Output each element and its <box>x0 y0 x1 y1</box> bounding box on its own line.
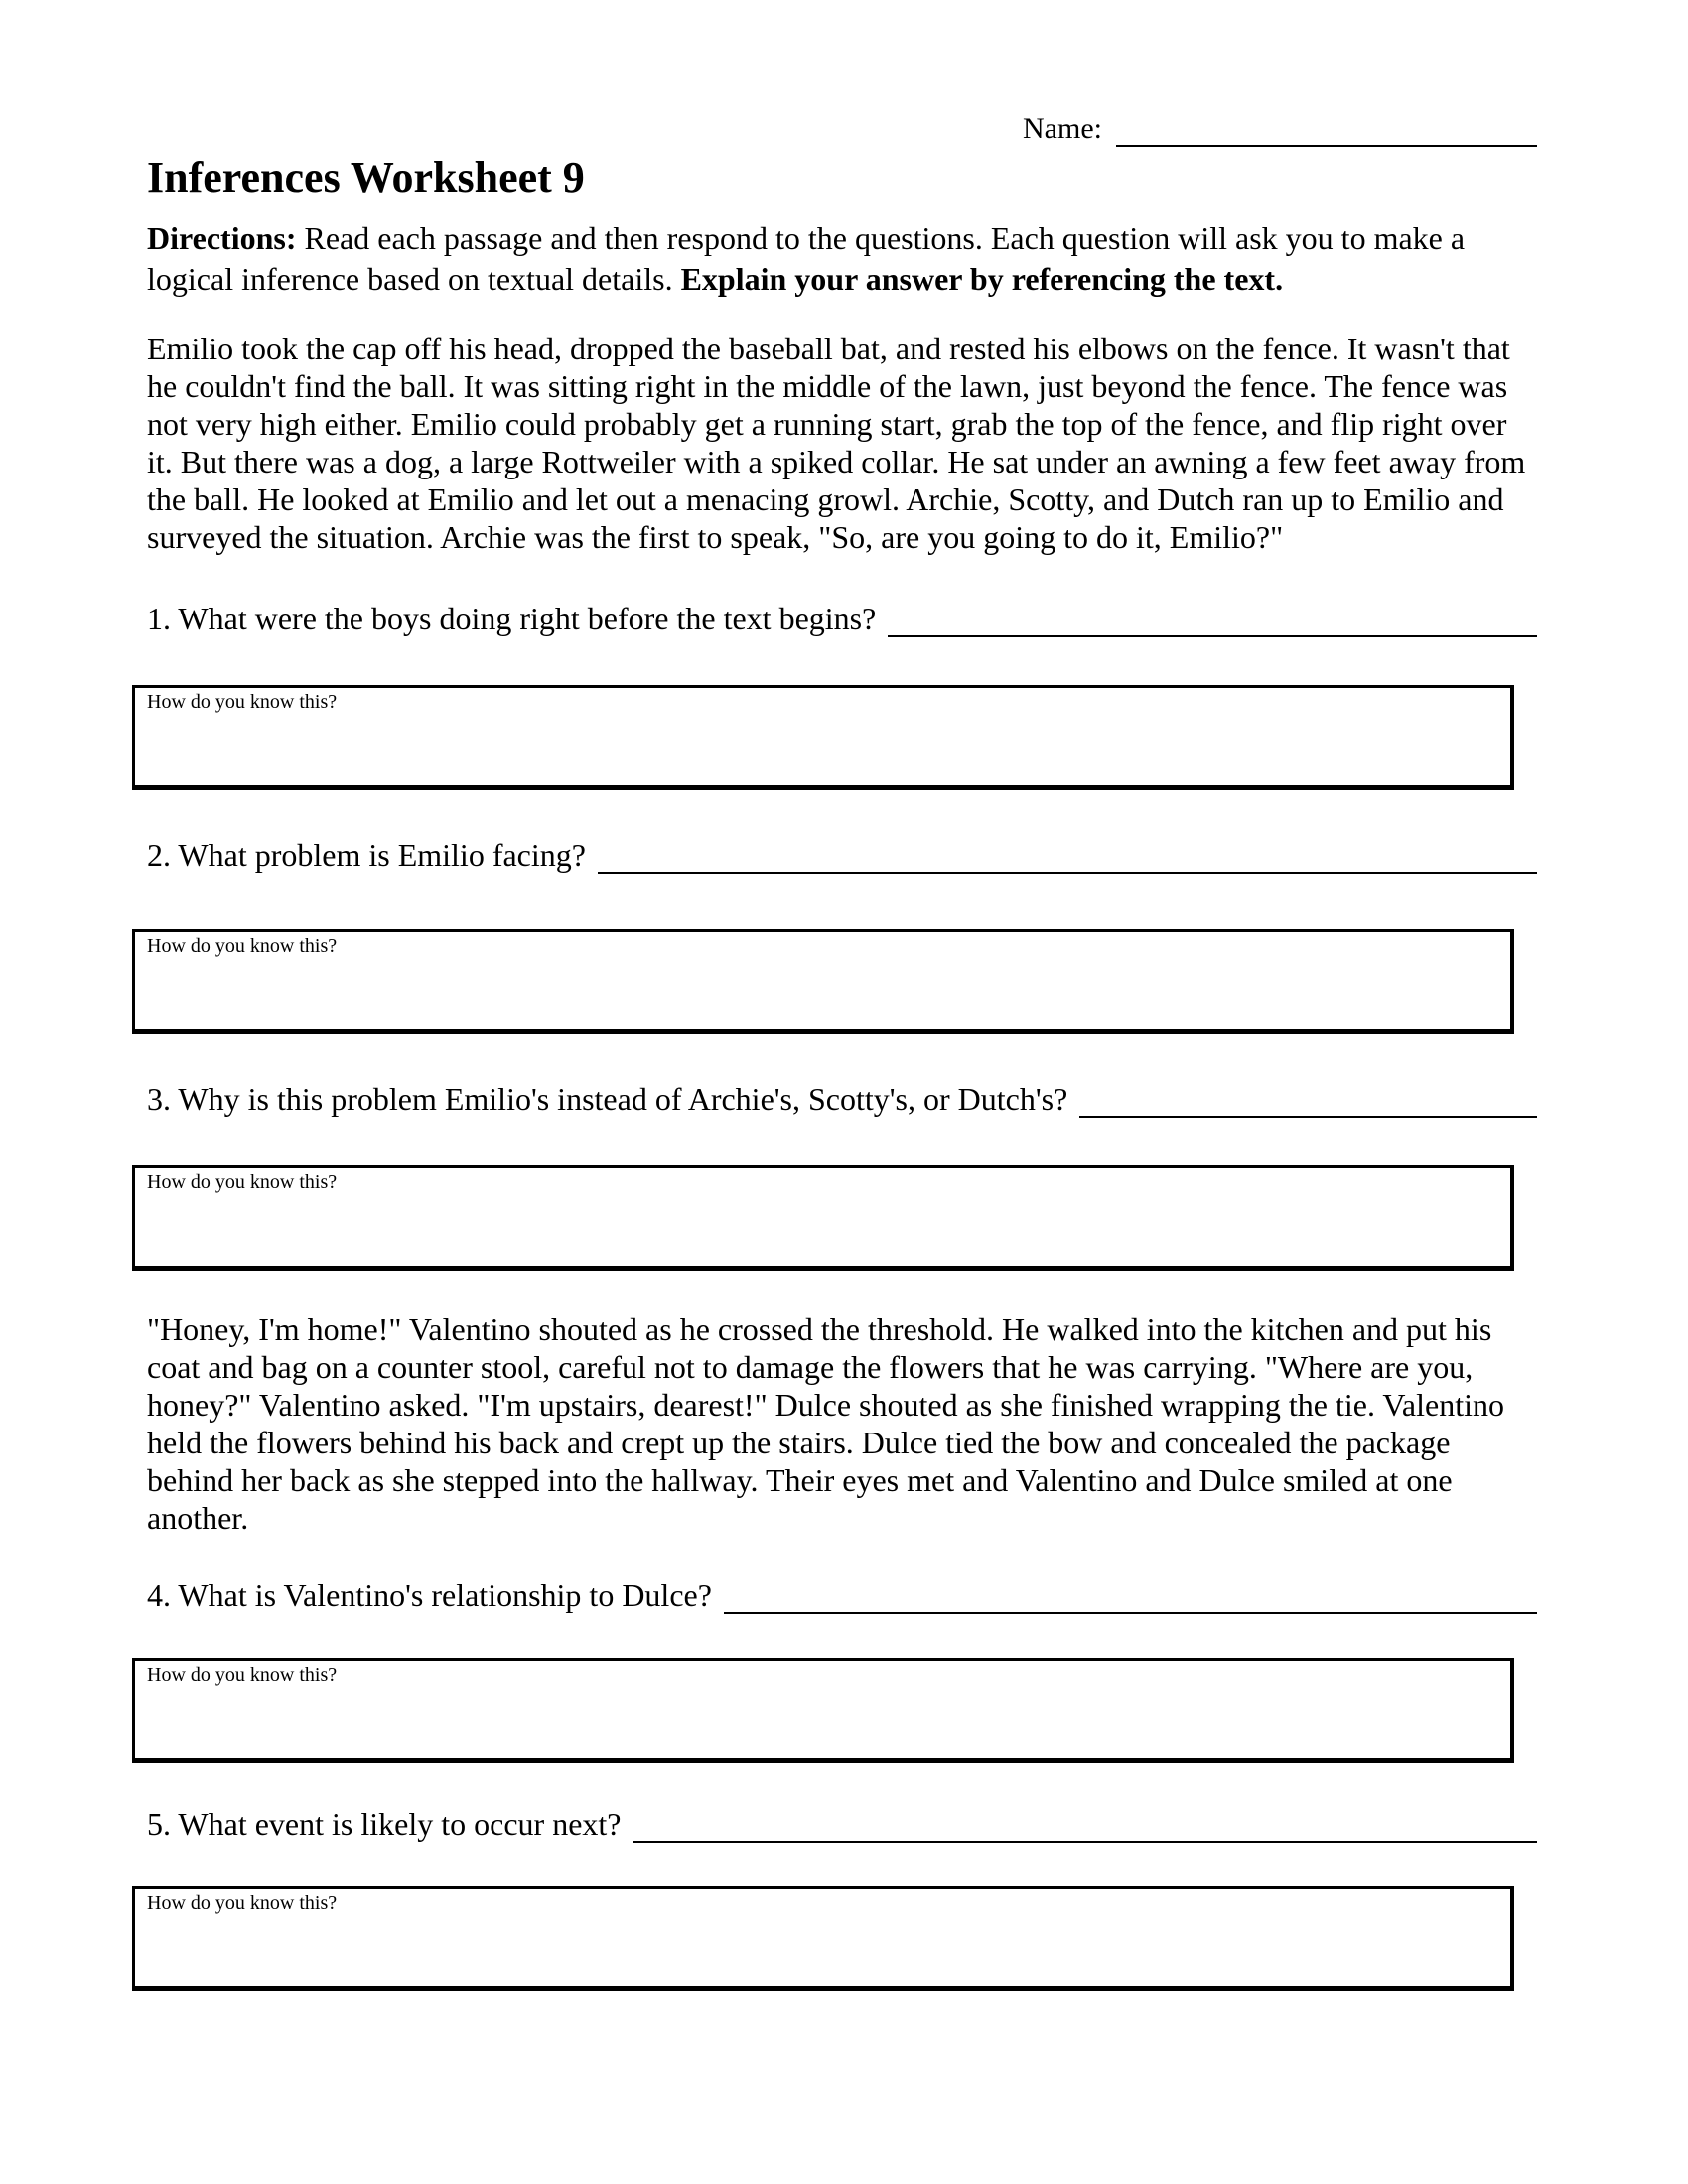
answer-box-1-label: How do you know this? <box>147 691 338 713</box>
answer-box-1 <box>132 685 1514 790</box>
passage-2: "Honey, I'm home!" Valentino shouted as he crossed the threshold. He walked into the kitchen and put his coat and bag on a counter stool, careful not to damage the flowers that he was carrying. "Where are you, honey?" Valentino asked. "I'm upstairs, dearest!" Dulce shouted as she finished wrapping the tie. Valentino held the flowers behind his back and crept up the stairs. Dulce tied the bow and concealed the package behind her back as she stepped into the hallway. Their eyes met and Valentino and Dulce smiled at one another. <box>147 1311 1504 1536</box>
answer-line-5 <box>633 1841 1537 1843</box>
answer-line-2 <box>598 872 1537 874</box>
answer-line-3 <box>1079 1116 1537 1118</box>
question-2-text: 2. What problem is Emilio facing? <box>147 837 586 873</box>
question-1-text: 1. What were the boys doing right before the text begins? <box>147 601 877 636</box>
directions <box>147 218 1537 300</box>
question-5-text: 5. What event is likely to occur next? <box>147 1806 622 1842</box>
answer-box-5 <box>132 1886 1514 1991</box>
name-label: Name: <box>1023 112 1102 145</box>
answer-box-2 <box>132 929 1514 1034</box>
question-3 <box>147 1080 1537 1118</box>
answer-box-4 <box>132 1658 1514 1763</box>
directions-label: Directions: <box>147 220 297 256</box>
question-4-text: 4. What is Valentino's relationship to Dulce? <box>147 1577 712 1613</box>
directions-emphasis: Explain your answer by referencing the text. <box>680 261 1284 297</box>
name-field-row <box>1023 0 1537 147</box>
answer-box-4-label: How do you know this? <box>147 1664 338 1686</box>
answer-line-4 <box>724 1612 1537 1614</box>
question-3-text: 3. Why is this problem Emilio's instead of Archie's, Scotty's, or Dutch's? <box>147 1081 1068 1117</box>
question-1 <box>147 600 1537 637</box>
question-4 <box>147 1576 1537 1614</box>
question-5 <box>147 1805 1537 1843</box>
page-title: Inferences Worksheet 9 <box>147 153 585 202</box>
answer-line-1 <box>888 635 1537 637</box>
answer-box-3 <box>132 1165 1514 1271</box>
answer-box-3-label: How do you know this? <box>147 1171 338 1193</box>
answer-box-2-label: How do you know this? <box>147 935 338 957</box>
passage-1: Emilio took the cap off his head, dropped the baseball bat, and rested his elbows on the fence. It wasn't that he couldn't find the ball. It was sitting right in the middle of the lawn, just beyond the fence. The fence was not very high either. Emilio could probably get a running start, grab the top of the fence, and flip right over it. But there was a dog, a large Rottweiler with a spiked collar. He sat under an awning a few feet away from the ball. He looked at Emilio and let out a menacing growl. Archie, Scotty, and Dutch ran up to Emilio and surveyed the situation. Archie was the first to speak, "So, are you going to do it, Emilio?" <box>147 331 1526 555</box>
question-2 <box>147 836 1537 874</box>
name-blank-line <box>1116 145 1537 147</box>
directions-text: Read each passage and then respond to the questions. Each question will ask you to make a logical inference based on textual details. <box>147 220 1466 297</box>
answer-box-5-label: How do you know this? <box>147 1892 338 1914</box>
